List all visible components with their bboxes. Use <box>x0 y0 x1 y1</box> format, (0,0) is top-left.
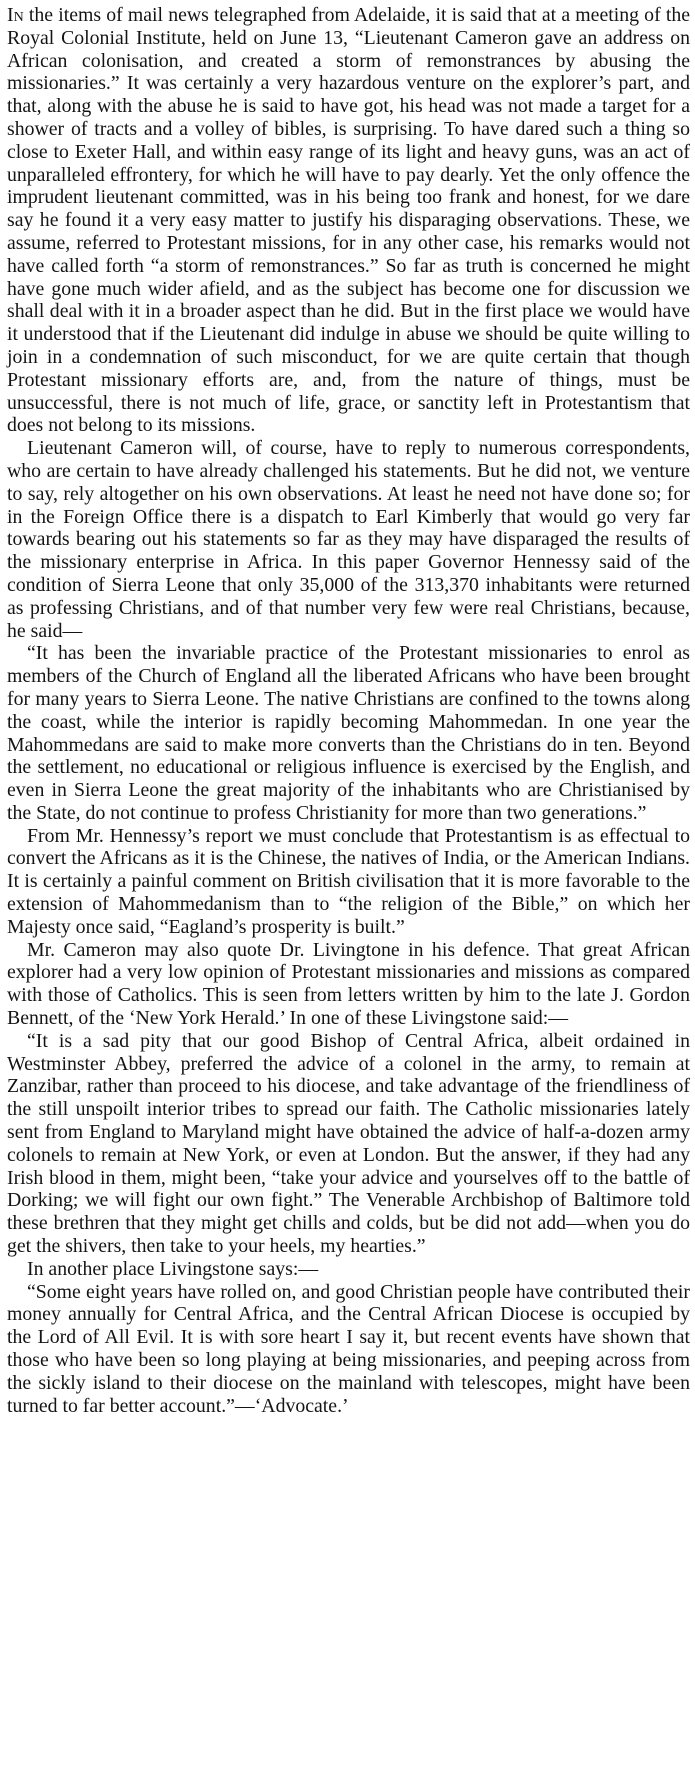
article-paragraph-5 <box>7 939 690 1030</box>
hennessy-quotation <box>7 642 690 824</box>
paragraph-text: “Some eight years have rolled on, and good Christian people have contributed their money annually for Central Africa, and the Central African Diocese is occupied by the Lord of All Evil. It is with sore heart I say it, but recent events have shown that those who have been so long playing at being missionaries, and peeping across from the sickly island to their diocese on the mainland with telescopes, might have been turned to far better account.”—‘Advocate.’ <box>7 1280 690 1417</box>
livingstone-quotation-2 <box>7 1281 690 1418</box>
paragraph-text: In another place Livingstone says:— <box>27 1257 319 1280</box>
article-paragraph-7 <box>7 1258 690 1281</box>
livingstone-quotation-1 <box>7 1030 690 1258</box>
paragraph-text: Lieutenant Cameron will, of course, have to reply to numerous correspondents, who are certain to have already challenged his statements. But he did not, we venture to say, rely altogether on his own observations. At least he need not have done so; for in the Foreign Office there is a dispatch to Earl Kimberly that would go very far towards bearing out his statements so far as they may have disparaged the results of the missionary enterprise in Africa. In this paper Governor Hennessy said of the condition of Sierra Leone that only 35,000 of the 313,370 inhabitants were returned as professing Christians, and of that number very few were real Christians, because, he said— <box>7 437 690 642</box>
article-paragraph-2 <box>7 437 690 642</box>
paragraph-text: “It has been the invariable practice of the Protestant missionaries to enrol as members of the Church of England all the liberated Africans who have been brought for many years to Sierra Leone. The native Christians are confined to the towns along the coast, while the interior is rapidly becoming Mahommedan. In one year the Mahommedans are said to make more converts than the Christians do in ten. Beyond the settlement, no educational or religious influence is exercised by the English, and even in Sierra Leone the great majority of the inhabitants who are Christianised by the State, do not continue to profess Christianity for more than two generations.” <box>7 642 690 824</box>
article-paragraph-1 <box>7 4 690 437</box>
paragraph-text: the items of mail news telegraphed from Adelaide, it is said that at a meeting of the Royal Colonial Institute, held on June 13, “Lieutenant Cameron gave an address on African colonisation, and created a storm of remonstrances by abusing the missionaries.” It was certainly a very hazardous venture on the explorer’s part, and that, along with the abuse he is said to have got, his head was not made a target for a shower of tracts and a volley of bibles, is surprising. To have dared such a thing so close to Exeter Hall, and within easy range of its light and heavy guns, was an act of unparalleled effrontery, for which he will have to pay dearly. Yet the only offence the imprudent lieutenant committed, was in his being too frank and honest, for we dare say he found it a very easy matter to justify his disparaging observations. These, we assume, referred to Protestant missions, for in any other case, his remarks would not have called forth “a storm of remonstrances.” So far as truth is concerned he might have gone much wider afield, and as the subject has become one for discussion we shall deal with it in a broader aspect than he did. But in the first place we would have it understood that if the Lieutenant did indulge in abuse we should be quite willing to join in a condemnation of such misconduct, for we are quite certain that though Protestant missionary efforts are, and, from the nature of things, must be unsuccessful, there is not much of life, grace, or sanctity left in Protestantism that does not belong to its missions. <box>7 4 690 437</box>
paragraph-text: Mr. Cameron may also quote Dr. Livingtone in his defence. That great African explorer had a very low opinion of Protestant missionaries and missions as compared with those of Catholics. This is seen from letters written by him to the late J. Gordon Bennett, of the ‘New York Herald.’ In one of these Livingstone said:— <box>7 938 690 1030</box>
lead-word: In <box>7 4 24 26</box>
paragraph-text: “It is a sad pity that our good Bishop of Central Africa, albeit ordained in Westminster Abbey, preferred the advice of a colonel in the army, to remain at Zanzibar, rather than proceed to his diocese, and take advantage of the friendliness of the still unspoilt interior tribes to spread our faith. The Catholic missionaries lately sent from England to Maryland might have obtained the advice of half-a-dozen army colonels to remain at New York, or even at London. But the answer, if they had any Irish blood in them, might been, “take your advice and yourselves off to the battle of Dorking; we will fight our own fight.” The Venerable Archbishop of Baltimore told these brethren that they might get chills and colds, but be did not add—when you do get the shivers, then take to your heels, my hearties.” <box>7 1029 690 1258</box>
paragraph-text: From Mr. Hennessy’s report we must conclude that Protestantism is as effectual to convert the Africans as it is the Chinese, the natives of India, or the American Indians. It is certainly a painful comment on British civilisation that it is more favorable to the extension of Mahommedanism than to “the religion of the Bible,” on which her Majesty once said, “Eagland’s prosperity is built.” <box>7 824 690 938</box>
article-paragraph-4 <box>7 825 690 939</box>
